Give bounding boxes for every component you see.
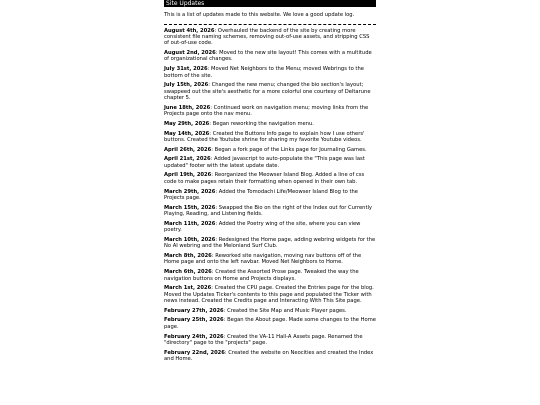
update-text: : Created the VA-11 Hall-A Assets page. Renamed the "directory" page to the "projects" page. — [164, 333, 363, 346]
update-text: : Swapped the Bio on the right of the Index out for Currently Playing, Reading, and Listening fields. — [164, 204, 372, 218]
update-date: February 24th, 2026 — [164, 333, 224, 340]
update-text: : Added the Poetry wing of the site, where you can view poetry. — [164, 220, 361, 234]
update-entry — [164, 269, 376, 282]
update-entry — [164, 317, 376, 330]
divider — [164, 24, 376, 25]
update-date: February 27th, 2026 — [164, 307, 224, 314]
update-entry — [164, 50, 376, 63]
page-title: Site Updates — [164, 0, 376, 7]
update-entry — [164, 131, 376, 144]
update-entry — [164, 28, 376, 47]
update-date: March 1st, 2026 — [164, 285, 212, 292]
update-entry — [164, 66, 376, 79]
update-entry — [164, 82, 376, 101]
update-text: : Overhauled the backend of the site by creating more consistent file naming schemes, removing out-of-use assets, and stripping CSS of out-of-use code. — [164, 27, 370, 47]
update-text: : Moved to the new site layout! This comes with a multitude of organizational changes. — [164, 50, 372, 63]
update-entry — [164, 237, 376, 250]
update-date: August 4th, 2026 — [164, 27, 215, 34]
update-text: : Reorganized the Meowser Island Blog. Added a line of css code to make pages retain their formatting when opened in their own tab. — [164, 172, 365, 185]
update-date: April 21st, 2026 — [164, 156, 211, 163]
update-date: March 10th, 2026 — [164, 236, 216, 243]
update-date: April 26th, 2026 — [164, 146, 212, 153]
update-date: July 31st, 2026 — [164, 66, 208, 73]
update-entry — [164, 308, 376, 314]
update-entry — [164, 221, 376, 234]
update-text: : Created the website on Neocities and created the Index and Home. — [164, 349, 374, 363]
update-text: : Began a fork page of the Links page for Journaling Games. — [211, 146, 367, 153]
intro-text: This is a list of updates made to this website. We love a good update log. — [164, 12, 355, 18]
update-text: : Began reworking the navigation menu. — [209, 120, 314, 127]
update-date: May 14th, 2026 — [164, 130, 210, 137]
update-text: : Added the Tomodachi Life/Meowser Island Blog to the Projects page. — [164, 188, 358, 201]
update-text: : Changed the new menu; changed the bio section's layout; swappeed out the site's aesthetic for a more colorful one courtesy of Deltarune chapter 5. — [164, 82, 371, 102]
update-text: : Began the About page. Made some changes to the Home page. — [164, 317, 376, 330]
update-date: February 25th, 2026 — [164, 317, 224, 324]
update-entry — [164, 350, 376, 363]
update-entry — [164, 205, 376, 218]
update-text: : Moved Net Neighbors to the Menu; moved Webrings to the bottom of the site. — [164, 66, 364, 79]
update-date: March 8th, 2026 — [164, 253, 212, 260]
update-entry — [164, 156, 376, 169]
update-date: March 29th, 2026 — [164, 188, 216, 195]
update-log-list — [164, 28, 376, 363]
update-entry — [164, 147, 376, 153]
update-text: : Created the Buttons Info page to explain how I use others' buttons. Created the Youtube shrine for sharing my favorite Youtube videos. — [164, 130, 365, 143]
update-entry — [164, 189, 376, 202]
update-text: : Continued work on navigation menu; moving links from the Projects page onto the nav menu. — [164, 104, 369, 118]
update-date: March 15th, 2026 — [164, 204, 216, 211]
update-text: : Created the Assorted Prose page. Tweaked the way the navigation buttons on Home and Projects displays. — [164, 269, 359, 282]
update-date: March 6th, 2026 — [164, 269, 212, 276]
update-entry — [164, 285, 376, 304]
update-entry — [164, 172, 376, 185]
update-date: June 18th, 2026 — [164, 104, 211, 111]
update-entry — [164, 334, 376, 347]
update-date: August 2nd, 2026 — [164, 50, 216, 57]
update-entry — [164, 121, 376, 127]
updates-panel — [164, 0, 376, 366]
update-date: March 11th, 2026 — [164, 220, 216, 227]
update-entry — [164, 105, 376, 118]
update-date: February 22nd, 2026 — [164, 349, 225, 356]
update-date: April 19th, 2026 — [164, 172, 212, 179]
update-date: May 29th, 2026 — [164, 120, 210, 127]
update-entry — [164, 253, 376, 266]
update-text: : Redesigned the Home page, adding webring widgets for the No AI webring and the Meloniand Surf Club. — [164, 236, 376, 250]
update-text: : Reworked site navigation, moving nav buttons off of the Home page and onto the left navbar. Moved Net Neighbors to Home. — [164, 253, 362, 266]
update-text: : Created the Site Map and Music Player pages. — [223, 307, 347, 314]
update-text: : Created the CPU page. Created the Entries page for the blog. Moved the Updates Ticker's contents to this page and populated the Ticker with news instead. Created the Credits page and Interacting With This Site page. — [164, 285, 374, 305]
update-date: July 15th, 2026 — [164, 82, 209, 89]
update-text: : Added javascript to auto-populate the "This page was last updated" footer with the latest update date. — [164, 156, 365, 169]
